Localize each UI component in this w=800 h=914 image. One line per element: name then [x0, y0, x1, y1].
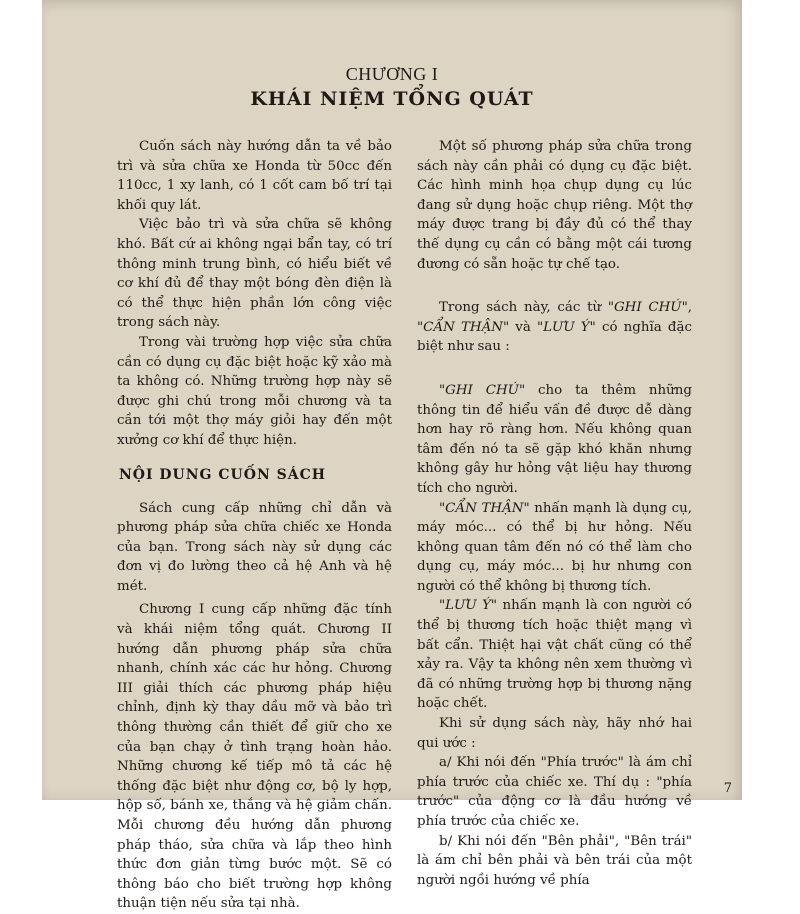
- warning-paragraph: [417, 596, 692, 714]
- book-page: [42, 0, 742, 912]
- section-heading: NỘI DUNG CUỐN SÁCH: [119, 466, 326, 483]
- convention-a: a/ Khi nói đến "Phía trước" là ám chỉ phía trước của chiếc xe. Thí dụ : "phía trước" của động cơ là đầu hướng về phía trước của chiếc xe.: [417, 755, 692, 829]
- intro-paragraph-1: Cuốn sách này hướng dẫn ta về bảo trì và sửa chữa xe Honda từ 50cc đến 110cc, 1 xy lanh, có 1 cốt cam bố trí tại khối quy lát.: [117, 139, 392, 213]
- terms-intro-sep-1: ,: [687, 300, 692, 316]
- convention-b: b/ Khi nói đến "Bên phải", "Bên trái" là ám chỉ bên phải và bên trái của một người ngồi hướng về phía: [417, 833, 692, 888]
- content-paragraph-2: Chương I cung cấp những đặc tính và khái niệm tổng quát. Chương II hướng dẫn phương pháp sửa chữa nhanh, chính xác các hư hỏng. Chương III giải thích các phương pháp hiệu chỉnh, định kỳ thay dầu mỡ và bảo trì thông thường cần thiết để giữ cho xe của bạn chạy ở tình trạng hoàn hảo. Những chương kế tiếp mô tả các hệ thống đặc biệt như động cơ, bộ ly hợp, hộp số, bánh xe, thắng và hệ giảm chấn. Mỗi chương đều hướng dẫn phương pháp tháo, sửa chữa và lắp theo hình thức đơn giản từng bước một. Sẽ có thông báo cho biết trường hợp không thuận tiện nếu sửa tại nhà.: [117, 602, 392, 912]
- conventions-intro: Khi sử dụng sách này, hãy nhớ hai qui ước :: [417, 716, 692, 751]
- right-column: [417, 137, 692, 890]
- intro-paragraph-3: Trong vài trường hợp việc sửa chữa cần có dụng cụ đặc biệt hoặc kỹ xảo mà ta không có. Những trường hợp này sẽ được ghi chú trong mỗi chương và ta cần tới một thợ máy giỏi hay đến một xưởng cơ khí để thực hiện.: [117, 334, 392, 448]
- term-warning: "LƯU Ý": [537, 319, 596, 335]
- note-term: "GHI CHÚ": [439, 382, 526, 398]
- intro-paragraph-2: Việc bảo trì và sửa chữa sẽ không khó. Bất cứ ai không ngại bẩn tay, có trí thông minh trung bình, có hiểu biết về cơ khí đủ để thay một bóng đèn điện là có thể thực hiện phần lớn công việc trong sách này.: [117, 217, 392, 331]
- caution-paragraph: [417, 499, 692, 597]
- term-note: "GHI CHÚ": [607, 300, 688, 316]
- note-paragraph: [417, 381, 692, 499]
- terms-intro-before: Trong sách này, các từ: [439, 300, 608, 316]
- terms-intro-sep-2: và: [509, 319, 537, 335]
- terms-intro-paragraph: [417, 298, 692, 357]
- caution-term: "CẨN THẬN": [439, 500, 530, 516]
- terms-intro-after: có nghĩa đặc biệt như sau :: [417, 319, 692, 355]
- note-text: cho ta thêm những thông tin để hiểu vấn đề được dễ dàng hơn hay rõ ràng hơn. Nếu không quan tâm đến nó ta sẽ gặp khó khăn nhưng không gây hư hỏng vật liệu hay thương tích cho người.: [417, 382, 692, 496]
- chapter-title: KHÁI NIỆM TỔNG QUÁT: [250, 88, 534, 110]
- term-caution: "CẨN THẬN": [417, 319, 510, 335]
- tools-paragraph: Một số phương pháp sửa chữa trong sách này cần phải có dụng cụ đặc biệt. Các hình minh họa chụp dụng cụ lúc đang sử dụng hoặc chụp riêng. Một thợ máy được trang bị đầy đủ có thể thay thế dụng cụ cần có bằng một cái tương đương có sẵn hoặc tự chế tạo.: [417, 139, 692, 272]
- caution-text: nhấn mạnh là dụng cụ, máy móc... có thể bị hư hỏng. Nếu không quan tâm đến nó có thể làm cho dụng cụ, máy móc... bị hư nhưng con người có thể không bị thương tích.: [417, 500, 692, 594]
- content-paragraph-1: Sách cung cấp những chỉ dẫn và phương pháp sửa chữa chiếc xe Honda của bạn. Trong sách này sử dụng các đơn vị đo lường theo cả hệ Anh và hệ mét.: [117, 500, 392, 594]
- warning-text: nhấn mạnh là con người có thể bị thương tích hoặc thiệt mạng vì bất cẩn. Thiệt hại vật chất cũng có thể xảy ra. Vậy ta không nên xem thường vì đã có những trường hợp bị thương nặng hoặc chết.: [417, 598, 692, 712]
- chapter-label: CHƯƠNG I: [345, 64, 439, 84]
- left-column: [117, 137, 392, 914]
- page-number: 7: [723, 781, 732, 796]
- warning-term: "LƯU Ý": [439, 598, 498, 614]
